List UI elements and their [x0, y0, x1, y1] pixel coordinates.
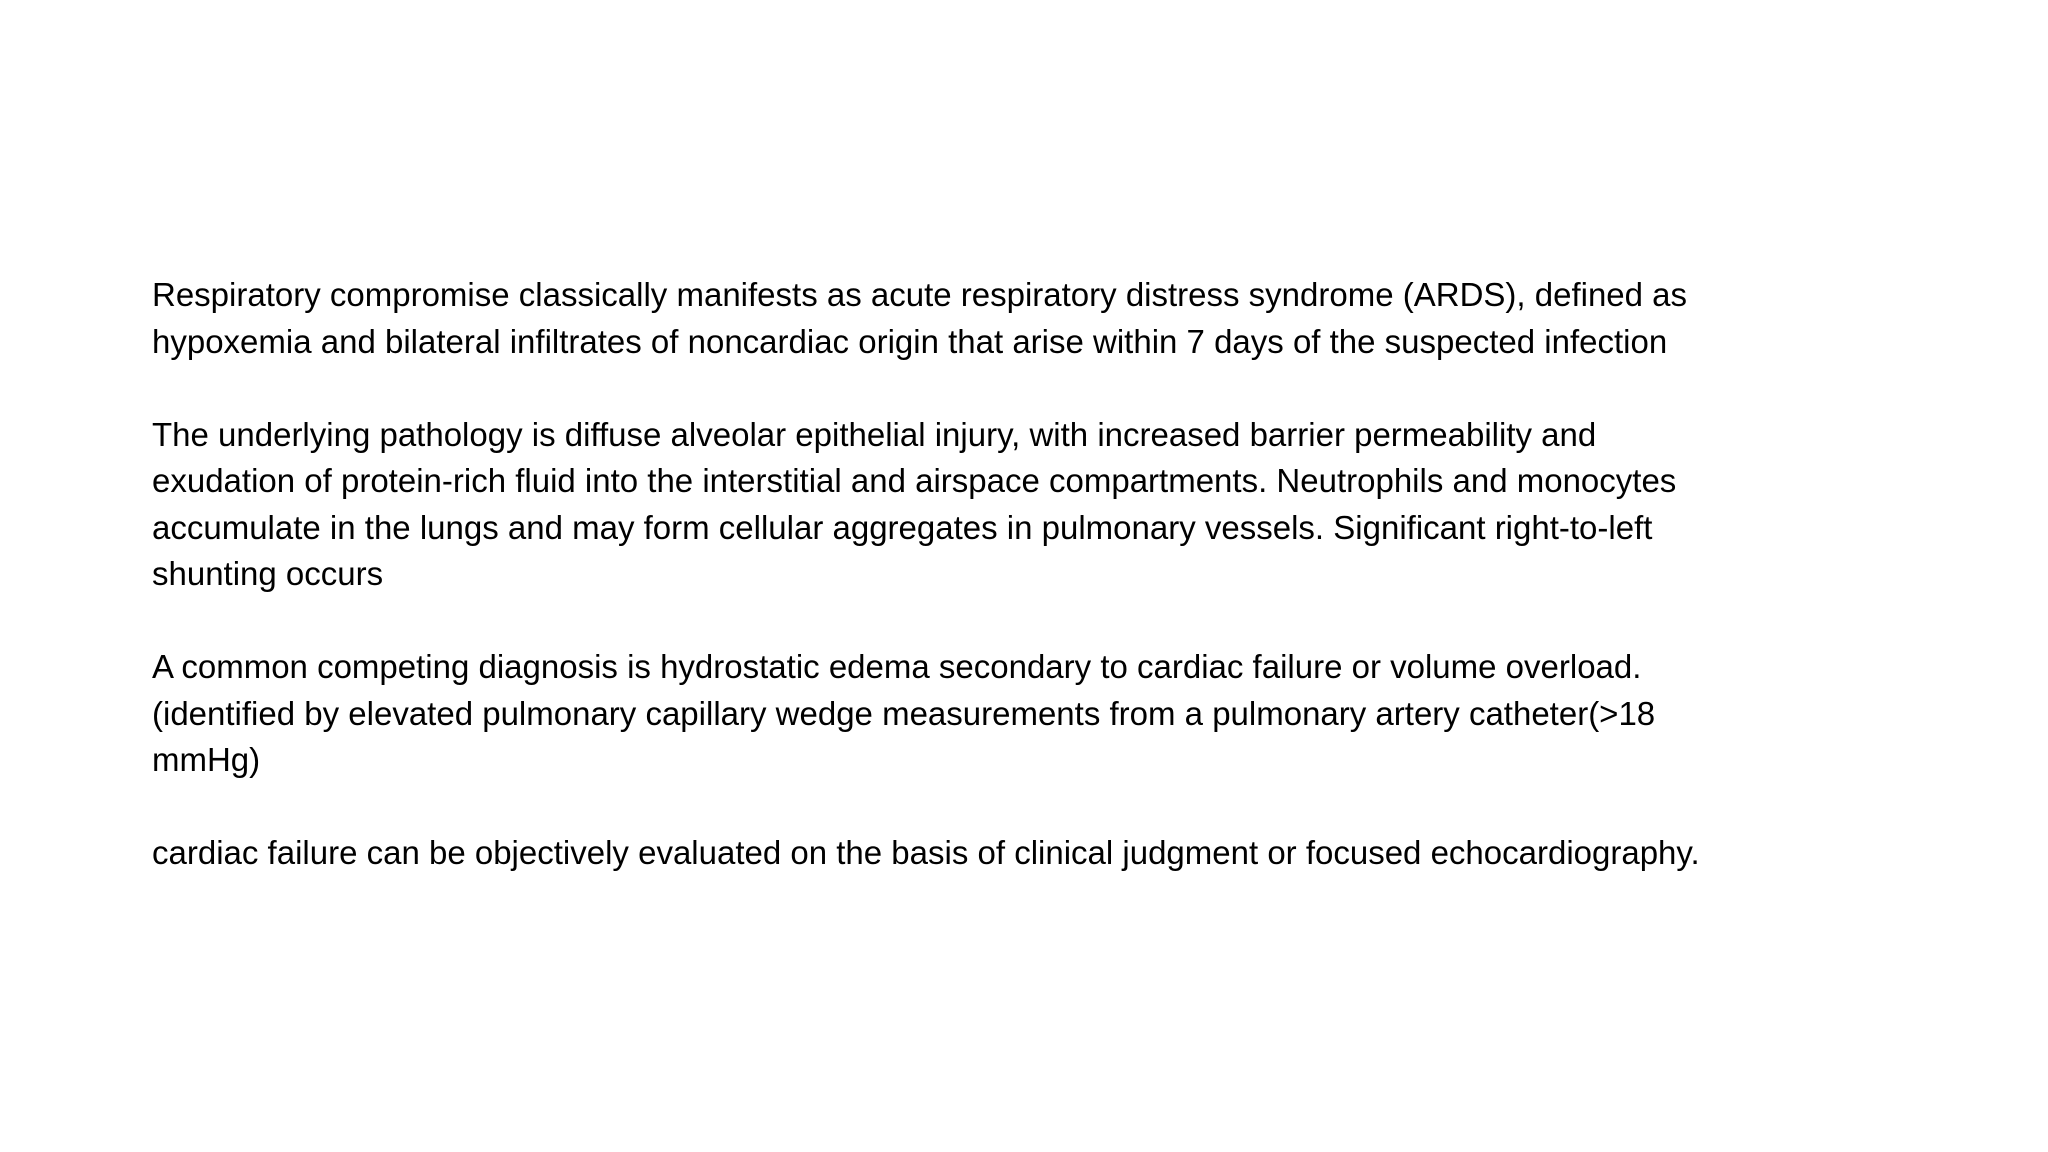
text-line: The underlying pathology is diffuse alveolar epithelial injury, with increased barrier permeability and	[152, 415, 1597, 453]
text-line: A common competing diagnosis is hydrostatic edema secondary to cardiac failure or volume overload.	[152, 648, 1642, 685]
text-line: shunting occurs	[152, 555, 384, 592]
text-line: hypoxemia and bilateral infiltrates of noncardiac origin that arise within 7 days of the suspected infection	[152, 322, 1668, 360]
paragraph-pathology	[152, 412, 1852, 598]
text-line: mmHg)	[152, 741, 261, 778]
text-line: exudation of protein-rich fluid into the interstitial and airspace compartments. Neutrophils and monocytes	[152, 462, 1677, 499]
text-line: accumulate in the lungs and may form cellular aggregates in pulmonary vessels. Significant right-to-left	[152, 508, 1653, 546]
slide-body	[152, 272, 1852, 877]
text-line: (identified by elevated pulmonary capillary wedge measurements from a pulmonary artery catheter(>18	[152, 694, 1656, 732]
paragraph-cardiac-evaluation	[152, 830, 1852, 877]
paragraph-competing-diagnosis	[152, 644, 1852, 784]
text-line: Respiratory compromise classically manifests as acute respiratory distress syndrome (ARDS), defined as	[152, 276, 1688, 313]
text-line: cardiac failure can be objectively evaluated on the basis of clinical judgment or focused echocardiography.	[152, 834, 1700, 871]
paragraph-ards-definition	[152, 272, 1852, 365]
